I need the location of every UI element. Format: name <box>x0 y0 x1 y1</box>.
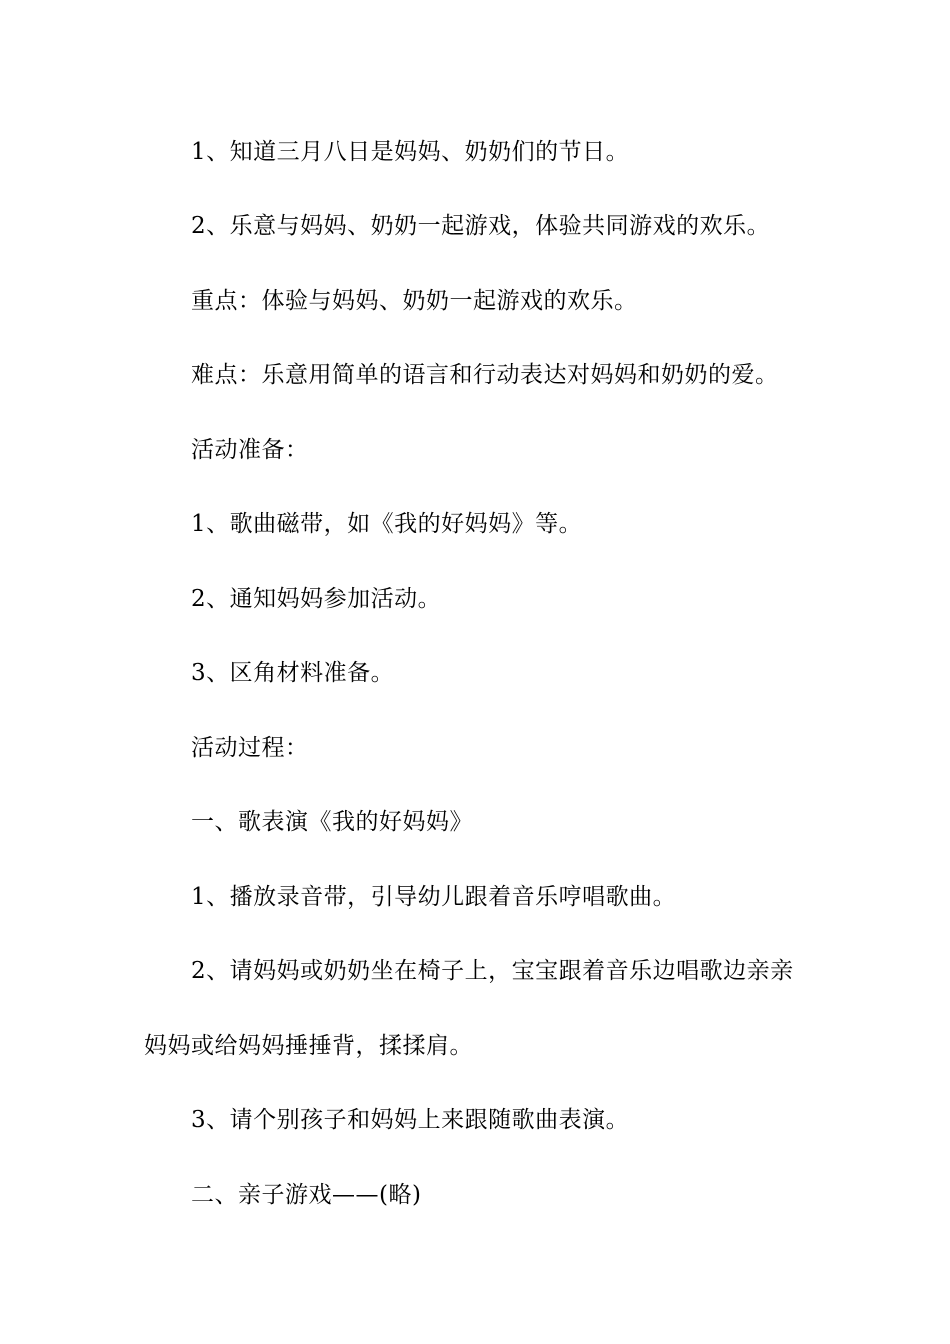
process-step-1-item-2-line-2: 妈妈或给妈妈捶捶背，揉揉肩。 <box>144 1033 473 1059</box>
process-step-1-title: 一、歌表演《我的好妈妈》 <box>191 809 473 835</box>
process-step-1-item-2-line-1: 2、请妈妈或奶奶坐在椅子上，宝宝跟着音乐边唱歌边亲亲 <box>191 958 794 984</box>
section-heading-process: 活动过程： <box>191 735 309 761</box>
goal-item-2: 2、乐意与妈妈、奶奶一起游戏，体验共同游戏的欢乐。 <box>191 213 771 239</box>
goal-item-1: 1、知道三月八日是妈妈、奶奶们的节日。 <box>191 139 630 165</box>
difficult-point: 难点：乐意用简单的语言和行动表达对妈妈和奶奶的爱。 <box>191 362 779 388</box>
preparation-item-1: 1、歌曲磁带，如《我的好妈妈》等。 <box>191 511 583 537</box>
process-step-1-item-1: 1、播放录音带，引导幼儿跟着音乐哼唱歌曲。 <box>191 884 677 910</box>
preparation-item-2: 2、通知妈妈参加活动。 <box>191 586 442 612</box>
process-step-2-title: 二、亲子游戏——(略) <box>191 1182 422 1208</box>
process-step-1-item-3: 3、请个别孩子和妈妈上来跟随歌曲表演。 <box>191 1107 630 1133</box>
section-heading-preparation: 活动准备： <box>191 437 309 463</box>
key-point: 重点：体验与妈妈、奶奶一起游戏的欢乐。 <box>191 288 638 314</box>
preparation-item-3: 3、区角材料准备。 <box>191 660 395 686</box>
